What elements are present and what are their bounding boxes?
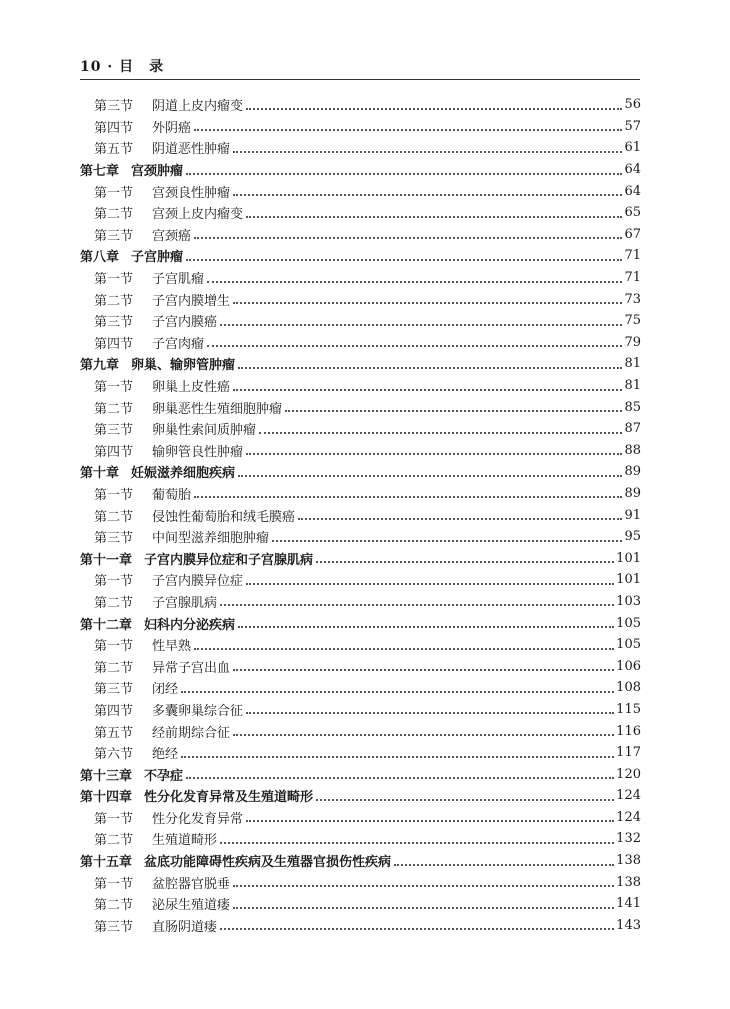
toc-page-number: 73: [624, 291, 641, 307]
toc-page-number: 79: [624, 334, 641, 350]
toc-page-number: 87: [624, 421, 641, 437]
toc-entry-title: 性分化发育异常: [152, 811, 244, 827]
toc-entry-label: 第四节: [94, 444, 134, 460]
dot-leader: [246, 712, 614, 714]
toc-section-entry[interactable]: [80, 310, 641, 332]
toc-entry-label: 第二节: [94, 660, 134, 676]
toc-chapter-entry[interactable]: [80, 612, 641, 634]
toc-page-number: 108: [616, 680, 641, 696]
toc-entry-label: 第二节: [94, 207, 134, 223]
toc-entry-title: 多囊卵巢综合征: [152, 703, 244, 719]
dot-leader: [220, 604, 614, 606]
toc-entry-title: 宫颈上皮内瘤变: [152, 207, 244, 223]
toc-entry-title: 葡萄胎: [152, 487, 192, 503]
toc-entry-label: 第九章: [80, 358, 120, 374]
toc-section-entry[interactable]: [80, 288, 641, 310]
toc-entry-label: 第三节: [94, 682, 134, 698]
toc-page-number: 91: [624, 507, 641, 523]
toc-page-number: 124: [616, 809, 641, 825]
toc-entry-title: 闭经: [152, 682, 179, 698]
toc-entry-title: 子宫腺肌病: [152, 595, 218, 611]
toc-entry-title: 卵巢上皮性癌: [152, 380, 231, 396]
toc-page-number: 71: [624, 248, 641, 264]
toc-page-number: 71: [624, 270, 641, 286]
toc-entry-title: 中间型滋养细胞肿瘤: [152, 531, 270, 547]
dot-leader: [181, 756, 614, 758]
toc-entry-title: 卵巢恶性生殖细胞肿瘤: [152, 401, 283, 417]
toc-section-entry[interactable]: [80, 677, 641, 699]
toc-chapter-entry[interactable]: [80, 547, 641, 569]
toc-section-entry[interactable]: [80, 828, 641, 850]
toc-entry-label: 第七章: [80, 164, 120, 180]
toc-page-number: 141: [616, 896, 641, 912]
toc-page-number: 106: [616, 658, 641, 674]
dot-leader: [186, 777, 614, 779]
toc-page-number: 103: [616, 593, 641, 609]
toc-entry-title: 宫颈癌: [152, 228, 192, 244]
toc-entry-label: 第三节: [94, 228, 134, 244]
toc-page-number: 57: [624, 118, 641, 134]
dot-leader: [246, 108, 622, 110]
dot-leader: [272, 540, 622, 542]
toc-section-entry[interactable]: [80, 504, 641, 526]
toc-entry-title: 不孕症: [144, 768, 184, 784]
dot-leader: [238, 475, 622, 477]
toc-entry-title: 经前期综合征: [152, 725, 231, 741]
toc-section-entry[interactable]: [80, 591, 641, 613]
dot-leader: [246, 216, 622, 218]
toc-section-entry[interactable]: [80, 224, 641, 246]
toc-section-entry[interactable]: [80, 807, 641, 829]
toc-page-number: 138: [616, 853, 641, 869]
toc-section-entry[interactable]: [80, 116, 641, 138]
toc-entry-label: 第二节: [94, 833, 134, 849]
toc-entry-label: 第十三章: [80, 768, 133, 784]
toc-page-number: 61: [624, 140, 641, 156]
toc-section-entry[interactable]: [80, 137, 641, 159]
toc-section-entry[interactable]: [80, 526, 641, 548]
dot-leader: [220, 324, 622, 326]
toc-page-number: 132: [616, 831, 641, 847]
toc-page-number: 65: [624, 205, 641, 221]
dot-leader: [233, 907, 614, 909]
toc-section-entry[interactable]: [80, 483, 641, 505]
toc-entry-label: 第四节: [94, 703, 134, 719]
toc-entry-label: 第十四章: [80, 790, 133, 806]
toc-entry-label: 第二节: [94, 293, 134, 309]
toc-entry-title: 子宫肿瘤: [131, 250, 184, 266]
toc-chapter-entry[interactable]: [80, 245, 641, 267]
toc-entry-title: 侵蚀性葡萄胎和绒毛膜癌: [152, 509, 296, 525]
toc-entry-title: 阴道恶性肿瘤: [152, 142, 231, 158]
toc-entry-label: 第六节: [94, 747, 134, 763]
toc-page-number: 89: [624, 464, 641, 480]
toc-entry-title: 宫颈良性肿瘤: [152, 185, 231, 201]
running-header: [80, 56, 640, 78]
toc-entry-label: 第一节: [94, 639, 134, 655]
toc-entry-label: 第二节: [94, 898, 134, 914]
toc-entry-title: 子宫内膜异位症: [152, 574, 244, 590]
dot-leader: [238, 367, 622, 369]
toc-chapter-entry[interactable]: [80, 785, 641, 807]
toc-entry-label: 第一节: [94, 574, 134, 590]
toc-chapter-entry[interactable]: [80, 461, 641, 483]
toc-entry-title: 子宫肉瘤: [152, 336, 205, 352]
dot-leader: [246, 820, 614, 822]
dot-leader: [394, 864, 614, 866]
toc-section-entry[interactable]: [80, 569, 641, 591]
toc-entry-title: 外阴癌: [152, 120, 192, 136]
toc-entry-label: 第五节: [94, 142, 134, 158]
toc-page-number: 56: [624, 97, 641, 113]
dot-leader: [186, 173, 622, 175]
dot-leader: [233, 151, 622, 153]
toc-page-number: 116: [616, 723, 641, 739]
toc-page-number: 120: [616, 766, 641, 782]
dot-leader: [246, 583, 614, 585]
dot-leader: [207, 345, 622, 347]
toc-entry-label: 第一节: [94, 487, 134, 503]
toc-section-entry[interactable]: [80, 440, 641, 462]
toc-section-entry[interactable]: [80, 180, 641, 202]
toc-entry-label: 第二节: [94, 401, 134, 417]
toc-entry-label: 第一节: [94, 272, 134, 288]
toc-section-entry[interactable]: [80, 742, 641, 764]
header-rule: [80, 79, 640, 80]
toc-entry-label: 第十五章: [80, 855, 133, 871]
toc-entry-title: 子宫内膜癌: [152, 315, 218, 331]
toc-section-entry[interactable]: [80, 418, 641, 440]
toc-entry-title: 生殖道畸形: [152, 833, 218, 849]
toc-page-number: 115: [616, 701, 641, 717]
toc-entry-title: 卵巢、输卵管肿瘤: [131, 358, 236, 374]
toc-entry-label: 第三节: [94, 99, 134, 115]
toc-page-number: 143: [616, 917, 641, 933]
dot-leader: [181, 691, 614, 693]
toc-entry-title: 阴道上皮内瘤变: [152, 99, 244, 115]
toc-entry-label: 第四节: [94, 336, 134, 352]
toc-page-number: 101: [616, 550, 641, 566]
toc-entry-title: 性分化发育异常及生殖道畸形: [144, 790, 314, 806]
header-text: 10 · 目 录: [80, 59, 165, 75]
toc-entry-label: 第十二章: [80, 617, 133, 633]
toc-section-entry[interactable]: [80, 94, 641, 116]
toc-entry-label: 第三节: [94, 919, 134, 935]
toc-page-number: 64: [624, 162, 641, 178]
toc-section-entry[interactable]: [80, 915, 641, 937]
toc-section-entry[interactable]: [80, 332, 641, 354]
dot-leader: [298, 518, 622, 520]
toc-chapter-entry[interactable]: [80, 353, 641, 375]
toc-entry-label: 第一节: [94, 876, 134, 892]
toc-section-entry[interactable]: [80, 396, 641, 418]
toc-entry-label: 第三节: [94, 531, 134, 547]
dot-leader: [194, 237, 622, 239]
toc-page-number: 105: [616, 637, 641, 653]
toc-page-number: 85: [624, 399, 641, 415]
dot-leader: [285, 410, 622, 412]
toc-chapter-entry[interactable]: [80, 159, 641, 181]
toc-entry-label: 第一节: [94, 811, 134, 827]
toc-entry-title: 妇科内分泌疾病: [144, 617, 236, 633]
dot-leader: [316, 561, 614, 563]
toc-entry-label: 第三节: [94, 315, 134, 331]
toc-entry-title: 绝经: [152, 747, 179, 763]
dot-leader: [259, 432, 622, 434]
dot-leader: [233, 734, 614, 736]
dot-leader: [194, 496, 622, 498]
dot-leader: [233, 302, 622, 304]
toc-page-number: 89: [624, 485, 641, 501]
toc-page-number: 88: [624, 442, 641, 458]
toc-page-number: 81: [624, 356, 641, 372]
toc-entry-label: 第一节: [94, 380, 134, 396]
toc-entry-label: 第五节: [94, 725, 134, 741]
toc-page-number: 138: [616, 874, 641, 890]
toc-page-number: 64: [624, 183, 641, 199]
dot-leader: [233, 389, 622, 391]
toc-entry-title: 输卵管良性肿瘤: [152, 444, 244, 460]
toc-entry-label: 第八章: [80, 250, 120, 266]
toc-entry-title: 子宫内膜增生: [152, 293, 231, 309]
toc-entry-label: 第十章: [80, 466, 120, 482]
toc-entry-title: 泌尿生殖道瘘: [152, 898, 231, 914]
dot-leader: [220, 842, 614, 844]
dot-leader: [194, 129, 622, 131]
table-of-contents: [80, 94, 641, 936]
toc-page-number: 124: [616, 788, 641, 804]
toc-entry-label: 第四节: [94, 120, 134, 136]
toc-entry-label: 第二节: [94, 595, 134, 611]
toc-entry-title: 盆底功能障碍性疾病及生殖器官损伤性疾病: [144, 855, 392, 871]
toc-page-number: 81: [624, 378, 641, 394]
toc-entry-label: 第三节: [94, 423, 134, 439]
dot-leader: [238, 626, 614, 628]
toc-entry-title: 直肠阴道瘘: [152, 919, 218, 935]
toc-entry-label: 第一节: [94, 185, 134, 201]
toc-entry-title: 子宫内膜异位症和子宫腺肌病: [144, 552, 314, 568]
toc-section-entry[interactable]: [80, 634, 641, 656]
dot-leader: [207, 281, 622, 283]
toc-entry-title: 宫颈肿瘤: [131, 164, 184, 180]
toc-entry-title: 盆腔器官脱垂: [152, 876, 231, 892]
dot-leader: [246, 453, 622, 455]
toc-section-entry[interactable]: [80, 267, 641, 289]
toc-section-entry[interactable]: [80, 699, 641, 721]
toc-entry-label: 第十一章: [80, 552, 133, 568]
toc-entry-title: 妊娠滋养细胞疾病: [131, 466, 236, 482]
toc-section-entry[interactable]: [80, 720, 641, 742]
toc-section-entry[interactable]: [80, 893, 641, 915]
toc-entry-label: 第二节: [94, 509, 134, 525]
toc-section-entry[interactable]: [80, 375, 641, 397]
toc-page-number: 95: [624, 529, 641, 545]
toc-page-number: 117: [616, 745, 641, 761]
toc-page-number: 105: [616, 615, 641, 631]
toc-entry-title: 子宫肌瘤: [152, 272, 205, 288]
dot-leader: [233, 885, 614, 887]
toc-section-entry[interactable]: [80, 655, 641, 677]
toc-section-entry[interactable]: [80, 871, 641, 893]
toc-chapter-entry[interactable]: [80, 850, 641, 872]
toc-entry-title: 异常子宫出血: [152, 660, 231, 676]
dot-leader: [186, 259, 622, 261]
toc-page-number: 75: [624, 313, 641, 329]
dot-leader: [233, 194, 622, 196]
toc-page-number: 67: [624, 226, 641, 242]
dot-leader: [194, 648, 614, 650]
toc-chapter-entry[interactable]: [80, 763, 641, 785]
toc-page-number: 101: [616, 572, 641, 588]
dot-leader: [233, 669, 614, 671]
toc-entry-title: 卵巢性索间质肿瘤: [152, 423, 257, 439]
toc-section-entry[interactable]: [80, 202, 641, 224]
toc-entry-title: 性早熟: [152, 639, 192, 655]
dot-leader: [316, 799, 614, 801]
dot-leader: [220, 928, 614, 930]
